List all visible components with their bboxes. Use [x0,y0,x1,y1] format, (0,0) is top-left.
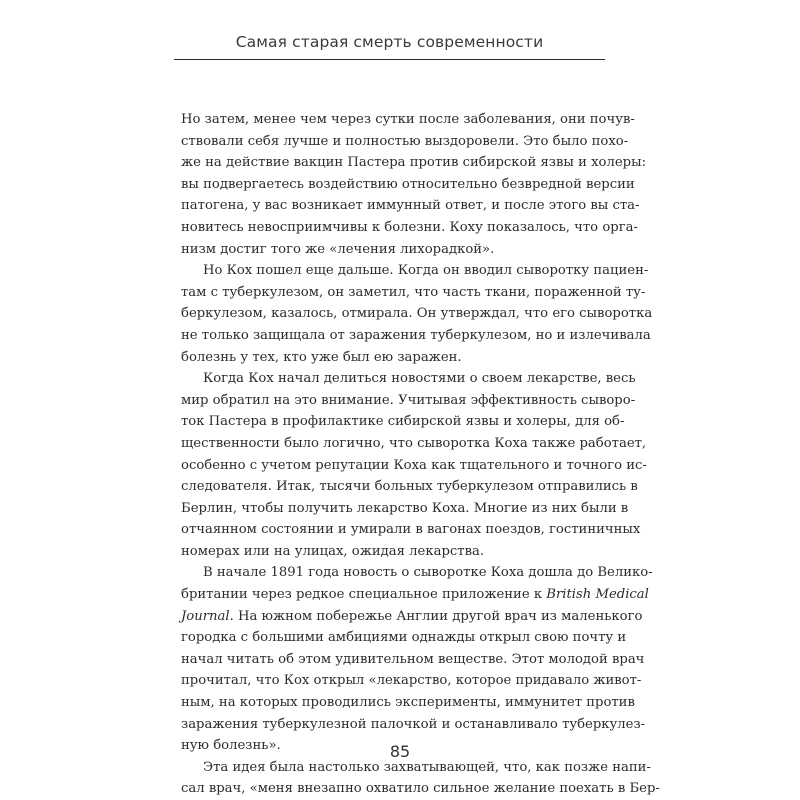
text-line: Берлин, чтобы получить лекарство Коха. Многие из них были в [181,500,629,516]
text-line: болезнь у тех, кто уже был ею заражен. [181,349,462,365]
text-line: низм достиг того же «лечения лихорадкой». [181,241,495,257]
text-line: мир обратил на это внимание. Учитывая эффективность сыворо- [181,392,636,408]
text-run: городка с большими амбициями однажды открыл свою почту и [181,630,627,646]
journal-title-italic: British Medical [546,587,649,603]
text-line: Но Кох пошел еще дальше. Когда он вводил сыворотку пациен- [203,263,649,279]
text-line [181,714,646,736]
text-line: там с туберкулезом, он заметил, что часть ткани, пораженной ту- [181,284,646,300]
text-run: ную болезнь». [181,738,281,754]
text-line: ток Пастера в профилактике сибирской язвы и холеры, для об- [181,414,625,430]
text-line [181,584,649,606]
text-line: сал врач, «меня внезапно охватило сильное желание поехать в Бер- [181,781,660,797]
page-number: 85 [389,742,411,761]
text-run: прочитал, что Кох открыл «лекарство, которое придавало живот- [181,673,642,689]
text-run: начал читать об этом удивительном веществе. Этот молодой врач [181,651,645,667]
text-line: щественности было логично, что сыворотка Коха также работает, [181,435,647,451]
text-line [181,627,627,649]
text-line [181,606,643,628]
text-line: беркулезом, казалось, отмирала. Он утверждал, что его сыворотка [181,306,653,322]
text-line [181,562,653,584]
text-line: вы подвергаетесь воздействию относительно безвредной версии [181,176,635,192]
text-line: номерах или на улицах, ожидая лекарства. [181,543,485,559]
text-line: патогена, у вас возникает иммунный ответ, и после этого вы ста- [181,198,640,214]
text-line: отчаянном состоянии и умирали в вагонах поездов, гостиничных [181,522,641,538]
running-head: Самая старая смерть современности [235,33,544,51]
body-text [181,109,660,800]
text-line [181,649,645,671]
text-line: новитесь невосприимчивы к болезни. Коху показалось, что орга- [181,219,638,235]
text-line [181,692,635,714]
header-rule [174,59,605,60]
text-line: ствовали себя лучше и полностью выздоровели. Это было похо- [181,133,629,149]
text-line [181,670,642,692]
text-line: Когда Кох начал делиться новостями о своем лекарстве, весь [203,371,636,387]
text-run: ным, на которых проводились эксперименты, иммунитет против [181,695,635,711]
text-line: особенно с учетом репутации Коха как тщательного и точного ис- [181,457,647,473]
text-line: же на действие вакцин Пастера против сибирской язвы и холеры: [181,155,647,171]
text-line: следователя. Итак, тысячи больных туберкулезом отправились в [181,479,638,495]
text-run: британии через редкое специальное приложение к [181,587,547,603]
text-line: Но затем, менее чем через сутки после заболевания, они почув- [181,112,635,127]
text-line: Эта идея была настолько захватывающей, что, как позже напи- [203,759,651,775]
text-run: В начале 1891 года новость о сыворотке Коха дошла до Велико- [203,565,653,581]
text-line: не только защищала от заражения туберкулезом, но и излечивала [181,327,651,343]
journal-title-italic: Journal [181,608,230,624]
text-run: . На южном побережье Англии другой врач из маленького [229,608,643,624]
text-run: заражения туберкулезной палочкой и останавливало туберкулез- [181,716,646,732]
